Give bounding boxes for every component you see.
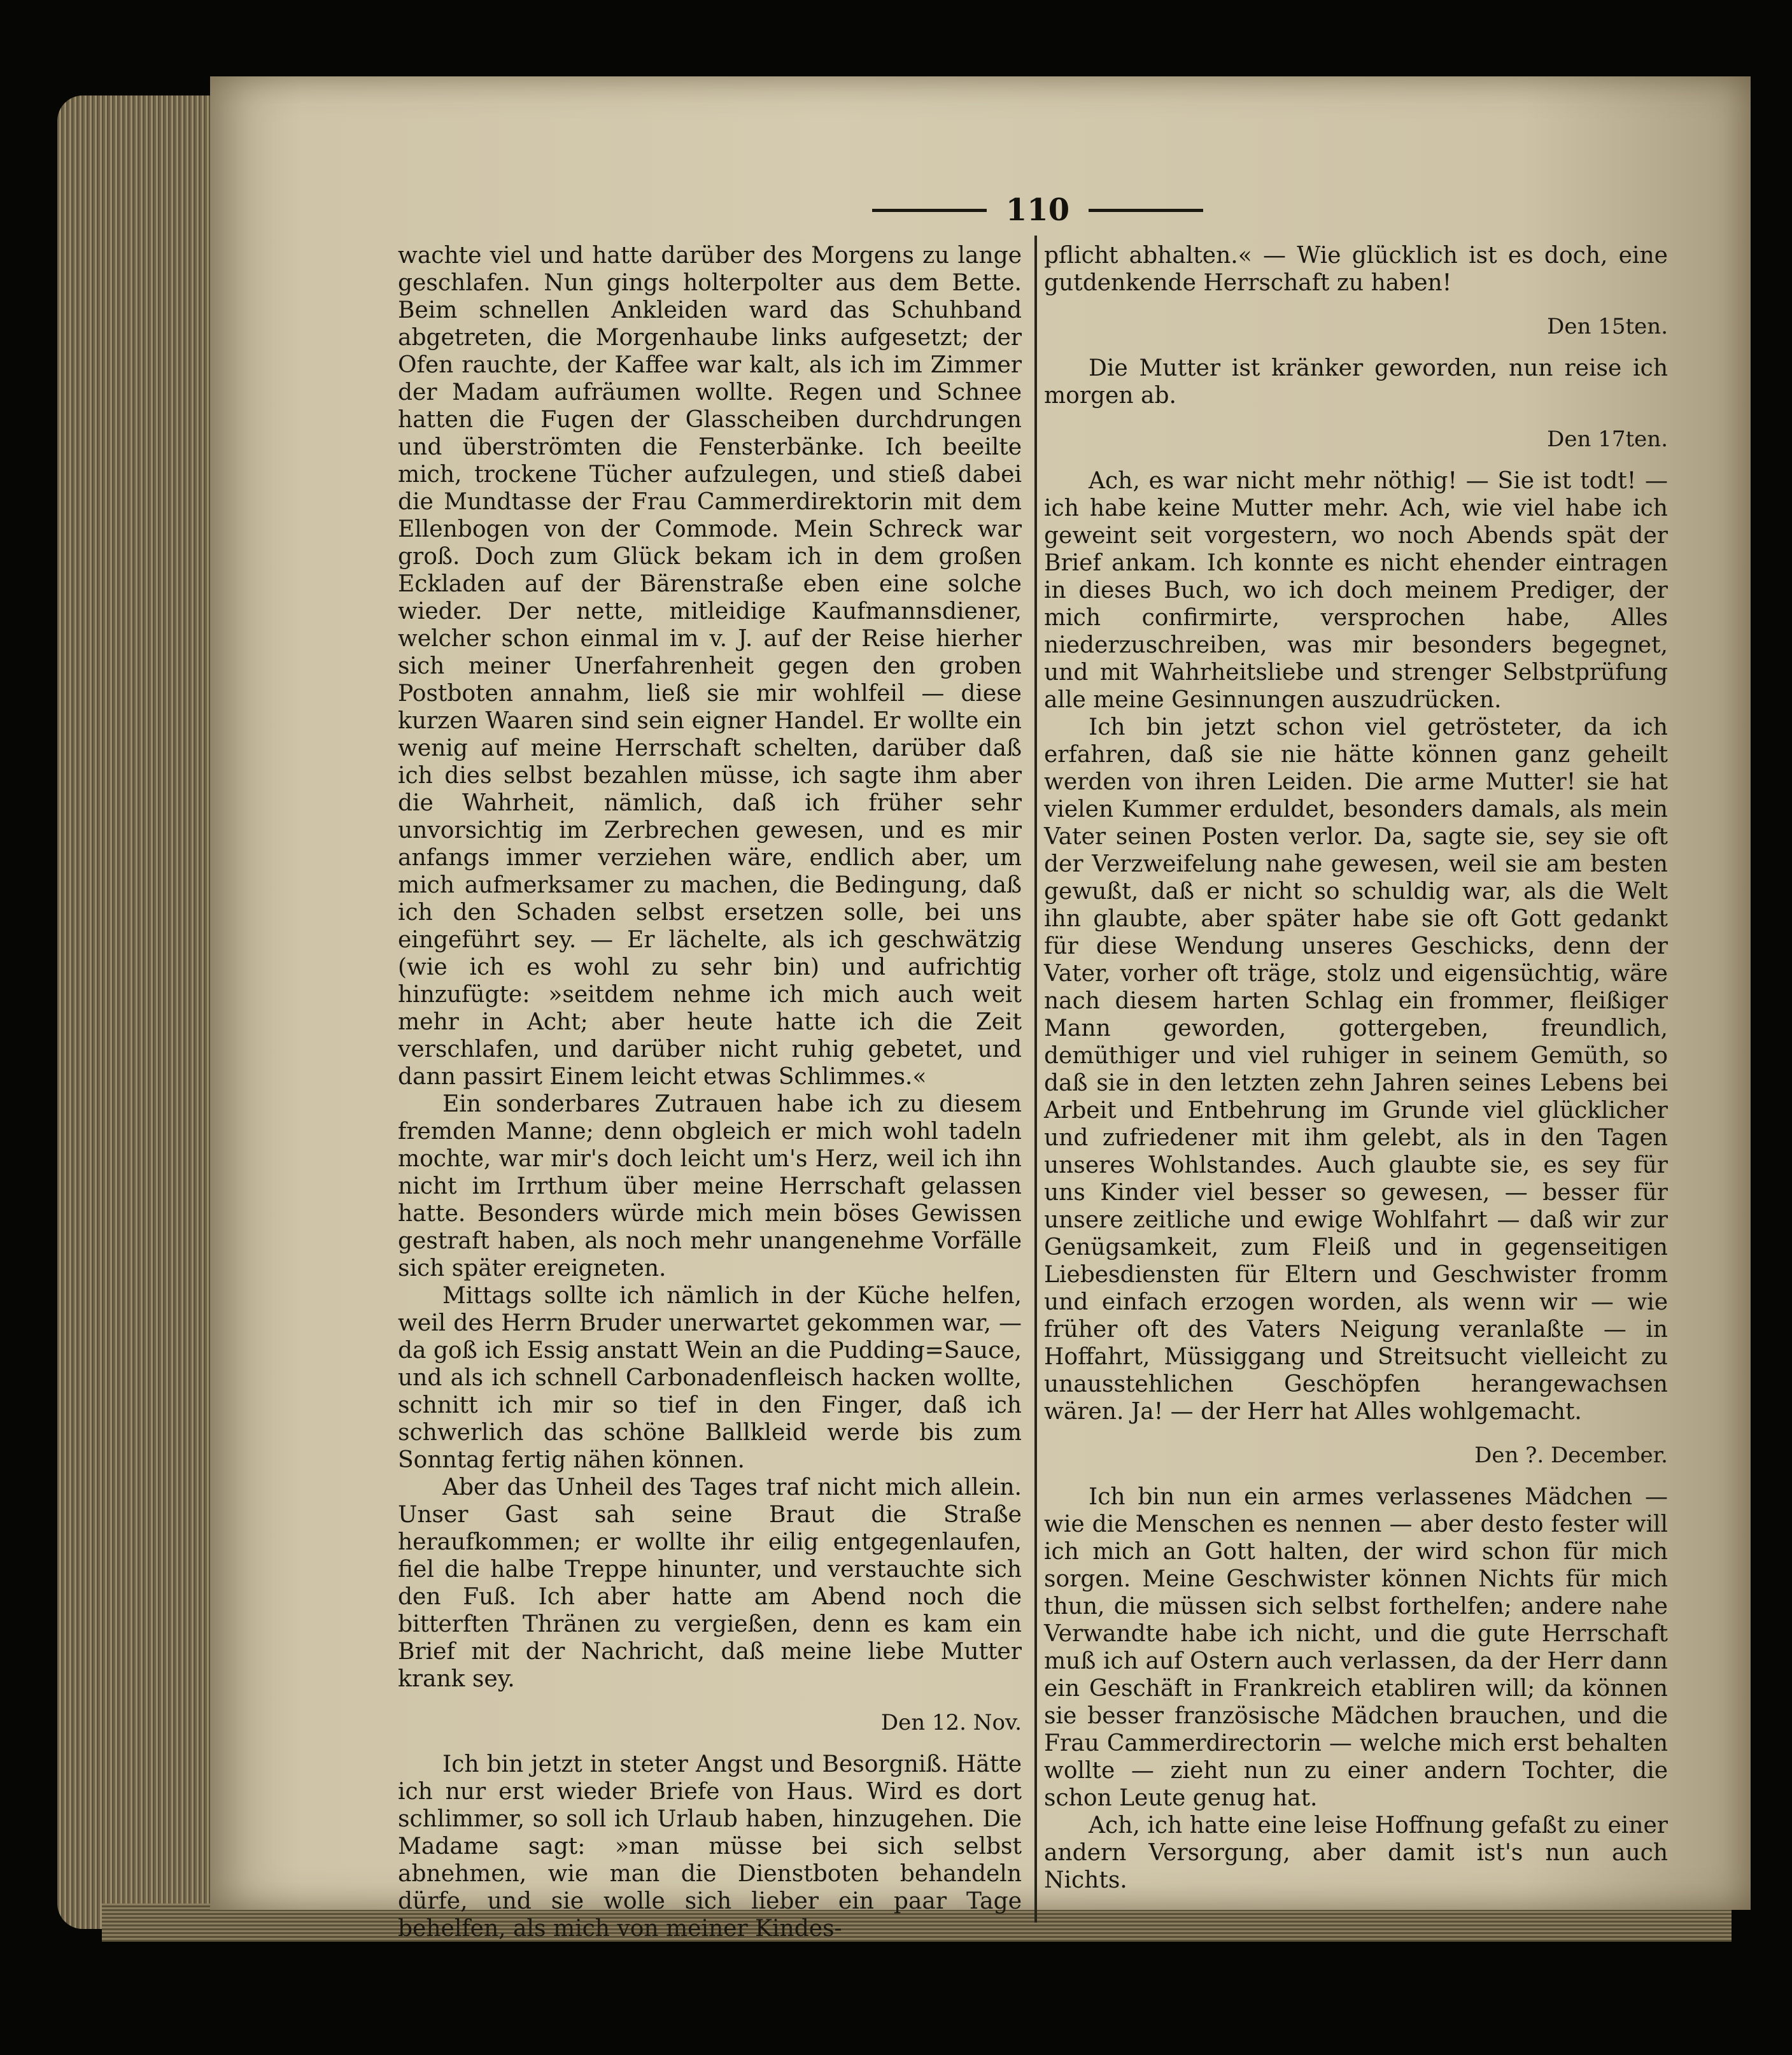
paragraph: Ach, ich hatte eine leise Hoffnung gefaßt zu einer andern Versorgung, aber damit ist's nun auch Nichts.: [1044, 1812, 1668, 1893]
paragraph: pflicht abhalten.« — Wie glücklich ist es doch, eine gutdenkende Herrschaft zu haben!: [1044, 243, 1668, 296]
book-page-edges: [57, 95, 223, 1929]
page-number: 110: [1005, 192, 1070, 228]
header-rule-right: [1089, 209, 1203, 212]
right-column: [1044, 242, 1668, 1894]
paragraph: Aber das Unheil des Tages traf nicht mich allein. Unser Gast sah seine Braut die Straße heraufkommen; er wollte ihr eilig entgegenlaufen, fiel die halbe Treppe hinunter, und verstauchte sich den Fuß. Ich aber hatte am Abend noch die bitterften Thränen zu vergießen, denn es kam ein Brief mit der Nachricht, daß meine liebe Mutter krank sey.: [398, 1474, 1022, 1692]
paragraph: Ich bin jetzt schon viel getrösteter, da ich erfahren, daß sie nie hätte können ganz geheilt werden von ihren Leiden. Die arme Mutter! sie hat vielen Kummer erduldet, besonders damals, als mein Vater seinen Posten verlor. Da, sagte sie, sey sie oft der Verzweifelung nahe gewesen, weil sie am besten gewußt, daß er nicht so schuldig war, als die Welt ihn glaubte, aber später habe sie oft Gott gedankt für diese Wendung unseres Geschicks, denn der Vater, vorher oft träge, stolz und eigensüchtig, wäre nach diesem harten Schlag ein frommer, fleißiger Mann geworden, gottergeben, freundlich, demüthiger und viel ruhiger in seinem Gemüth, so daß sie in den letzten zehn Jahren seines Lebens bei Arbeit und Entbehrung im Grunde viel glücklicher und zufriedener mit ihm gelebt, als in den Tagen unseres Wohlstandes. Auch glaubte sie, es sey für uns Kinder viel besser so gewesen, — besser für unsere zeitliche und ewige Wohlfahrt — daß wir zur Genügsamkeit, zum Fleiß und in gegenseitigen Liebesdiensten für Eltern und Geschwister fromm und einfach erzogen worden, als wenn wir — wie früher oft des Vaters Neigung veranlaßte — in Hoffahrt, Müssiggang und Streitsucht vielleicht zu unausstehlichen Geschöpfen herangewachsen wären. Ja! — der Herr hat Alles wohlgemacht.: [1044, 714, 1668, 1425]
page-header: [872, 191, 1203, 229]
paragraph: Ich bin jetzt in steter Angst und Besorgniß. Hätte ich nur erst wieder Briefe von Haus. Wird es dort schlimmer, so soll ich Urlaub haben, hinzugehen. Die Madame sagt: »man müsse bei sich selbst abnehmen, wie man die Dienstboten behandeln dürfe, und sie wolle sich lieber ein paar Tage behelfen, als mich von meiner Kindes-: [398, 1751, 1022, 1942]
paragraph: wachte viel und hatte darüber des Morgens zu lange geschlafen. Nun gings holterpolter aus dem Bette. Beim schnellen Ankleiden ward das Schuhband abgetreten, die Morgenhaube links aufgesetzt; der Ofen rauchte, der Kaffee war kalt, als ich im Zimmer der Madam aufräumen wollte. Regen und Schnee hatten die Fugen der Glasscheiben durchdrungen und überströmten die Fensterbänke. Ich beeilte mich, trockene Tücher aufzulegen, und stieß dabei die Mundtasse der Frau Cammerdirektorin mit dem Ellenbogen von der Commode. Mein Schreck war groß. Doch zum Glück bekam ich in dem großen Eckladen auf der Bärenstraße eben eine solche wieder. Der nette, mitleidige Kaufmannsdiener, welcher schon einmal im v. J. auf der Reise hierher sich meiner Unerfahrenheit gegen den groben Postboten annahm, ließ sie mir wohlfeil — diese kurzen Waaren sind sein eigner Handel. Er wollte ein wenig auf meine Herrschaft schelten, darüber daß ich dies selbst bezahlen müsse, ich sagte ihm aber die Wahrheit, nämlich, daß ich früher sehr unvorsichtig im Zerbrechen gewesen, und es mir anfangs immer verziehen wäre, endlich aber, um mich aufmerksamer zu machen, die Bedingung, daß ich den Schaden selbst ersetzen solle, bei uns eingeführt sey. — Er lächelte, als ich geschwätzig (wie ich es wohl zu sehr bin) und aufrichtig hinzufügte: »seitdem nehme ich mich auch weit mehr in Acht; aber heute hatte ich die Zeit verschlafen, und darüber nicht ruhig gebetet, und dann passirt Einem leicht etwas Schlimmes.«: [398, 243, 1022, 1090]
paragraph: Die Mutter ist kränker geworden, nun reise ich morgen ab.: [1044, 355, 1668, 409]
diary-date-heading: Den 12. Nov.: [880, 1710, 1022, 1735]
diary-date-heading: Den 15ten.: [1547, 314, 1668, 339]
paragraph: Mittags sollte ich nämlich in der Küche helfen, weil des Herrn Bruder unerwartet gekommen war, — da goß ich Essig anstatt Wein an die Pudding=Sauce, und als ich schnell Carbonadenfleisch hacken wollte, schnitt ich mir so tief in den Finger, daß ich schwerlich das schöne Ballkleid werde bis zum Sonntag fertig nähen können.: [398, 1283, 1022, 1473]
left-column: [398, 242, 1022, 1942]
diary-date-heading: Den ?. December.: [1474, 1443, 1668, 1468]
diary-date-heading: Den 17ten.: [1547, 427, 1668, 452]
paragraph: Ich bin nun ein armes verlassenes Mädchen — wie die Menschen es nennen — aber desto fester will ich mich an Gott halten, der wird schon für mich sorgen. Meine Geschwister können Nichts für mich thun, die müssen sich selbst forthelfen; andere nahe Verwandte habe ich nicht, und die gute Herrschaft muß ich auf Ostern auch verlassen, da der Herr dann ein Geschäft in Frankreich etabliren will; da können sie besser französische Mädchen brauchen, und die Frau Cammerdirectorin — welche mich erst behalten wollte — zieht nun zu einer andern Tochter, die schon Leute genug hat.: [1044, 1484, 1668, 1811]
column-divider: [1034, 236, 1037, 1923]
header-rule-left: [872, 209, 987, 212]
paragraph: Ein sonderbares Zutrauen habe ich zu diesem fremden Manne; denn obgleich er mich wohl tadeln mochte, war mir's doch leicht um's Herz, weil ich ihn nicht im Irrthum über meine Herrschaft gelassen hatte. Besonders würde mich mein böses Gewissen gestraft haben, als noch mehr unangenehme Vorfälle sich später ereigneten.: [398, 1091, 1022, 1282]
paragraph: Ach, es war nicht mehr nöthig! — Sie ist todt! — ich habe keine Mutter mehr. Ach, wie viel habe ich geweint seit vorgestern, wo noch Abends spät der Brief ankam. Ich konnte es nicht ehender eintragen in dieses Buch, wo ich doch meinem Prediger, der mich confirmirte, versprochen habe, Alles niederzuschreiben, was mir besonders begegnet, und mit Wahrheitsliebe und strenger Selbstprüfung alle meine Gesinnungen auszudrücken.: [1044, 468, 1668, 713]
